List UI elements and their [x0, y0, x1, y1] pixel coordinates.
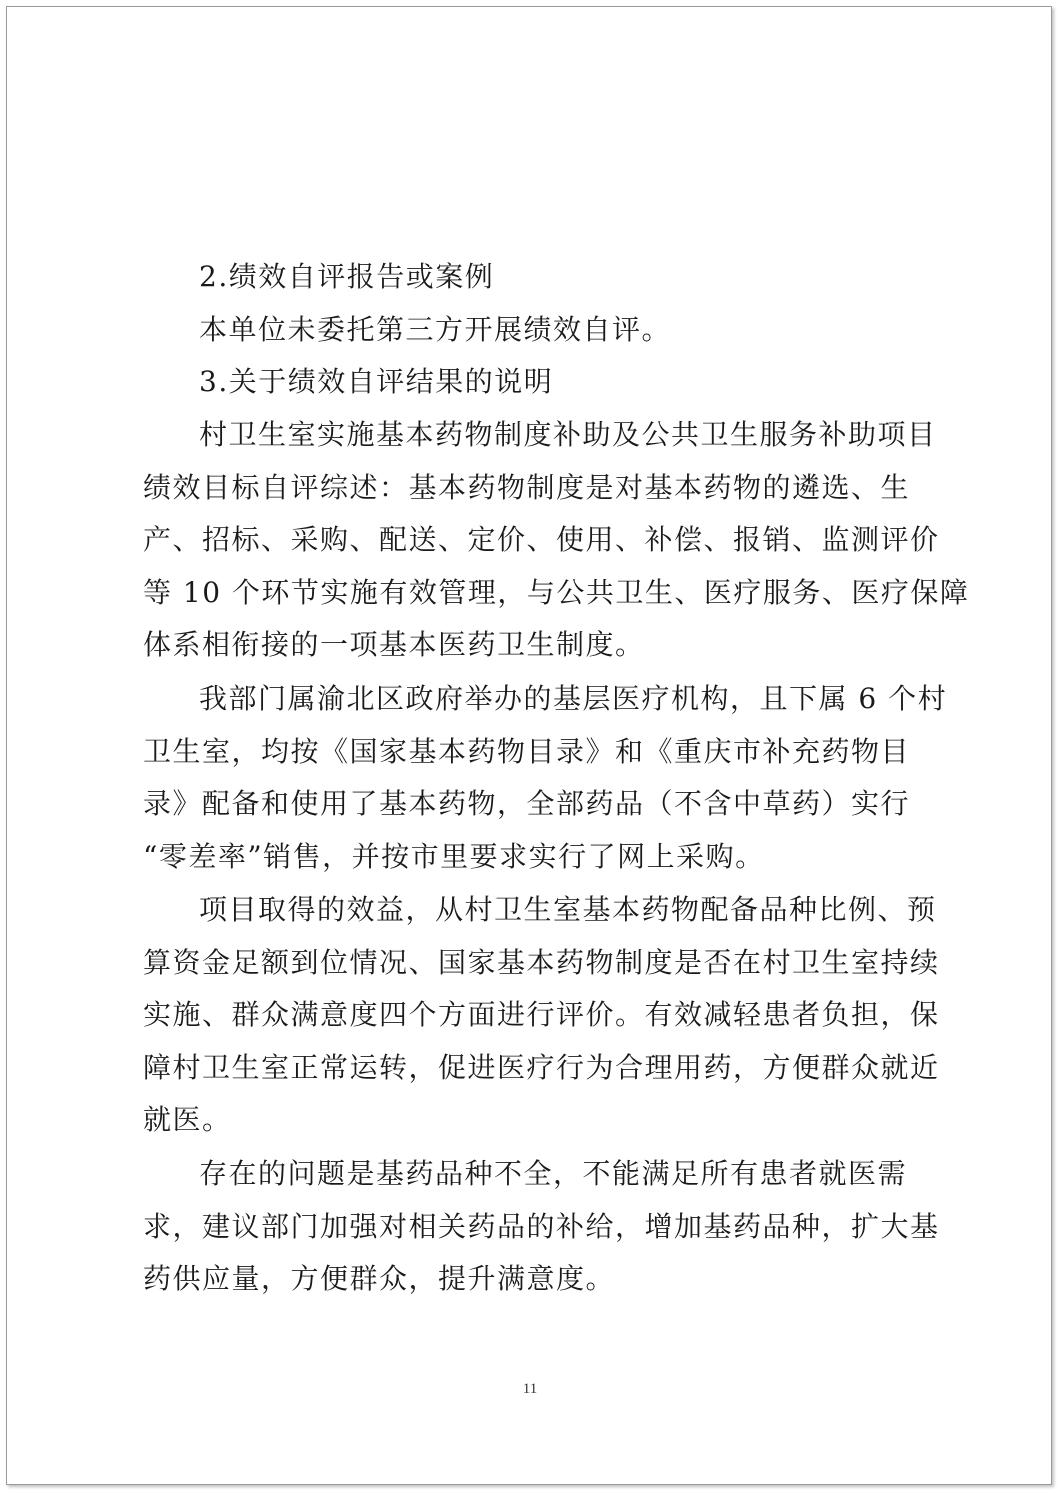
paragraph-line: 村卫生室实施基本药物制度补助及公共卫生服务补助项目	[199, 418, 937, 451]
paragraph-line: 就医。	[143, 1103, 232, 1136]
section-3-heading: 3.关于绩效自评结果的说明	[199, 365, 554, 398]
section-2-heading: 2.绩效自评报告或案例	[199, 260, 495, 293]
paragraph-line: 卫生室，均按《国家基本药物目录》和《重庆市补充药物目	[143, 735, 911, 768]
paragraph-line: 实施、群众满意度四个方面进行评价。有效减轻患者负担，保	[143, 998, 940, 1031]
paragraph-line: 等 10 个环节实施有效管理，与公共卫生、医疗服务、医疗保障	[143, 576, 970, 609]
paragraph-line: 求，建议部门加强对相关药品的补给，增加基药品种，扩大基	[143, 1210, 940, 1243]
paragraph-line: 体系相衔接的一项基本医药卫生制度。	[143, 628, 645, 661]
paragraph-line: 绩效目标自评综述：基本药物制度是对基本药物的遴选、生	[143, 471, 911, 504]
paragraph-line: 产、招标、采购、配送、定价、使用、补偿、报销、监测评价	[143, 523, 940, 556]
page-number: 11	[522, 1381, 538, 1397]
paragraph-line: 我部门属渝北区政府举办的基层医疗机构，且下属 6 个村	[199, 682, 948, 715]
paragraph-line: 存在的问题是基药品种不全，不能满足所有患者就医需	[199, 1157, 908, 1190]
paragraph-line: 障村卫生室正常运转，促进医疗行为合理用药，方便群众就近	[143, 1051, 940, 1084]
paragraph-line: 项目取得的效益，从村卫生室基本药物配备品种比例、预	[199, 893, 937, 926]
paragraph-line: 算资金足额到位情况、国家基本药物制度是否在村卫生室持续	[143, 946, 940, 979]
paragraph-line: 药供应量，方便群众，提升满意度。	[143, 1262, 616, 1295]
paragraph-line: “零差率”销售，并按市里要求实行了网上采购。	[143, 840, 765, 873]
paragraph-line: 录》配备和使用了基本药物，全部药品（不含中草药）实行	[143, 787, 911, 820]
section-2-text: 本单位未委托第三方开展绩效自评。	[199, 313, 672, 346]
